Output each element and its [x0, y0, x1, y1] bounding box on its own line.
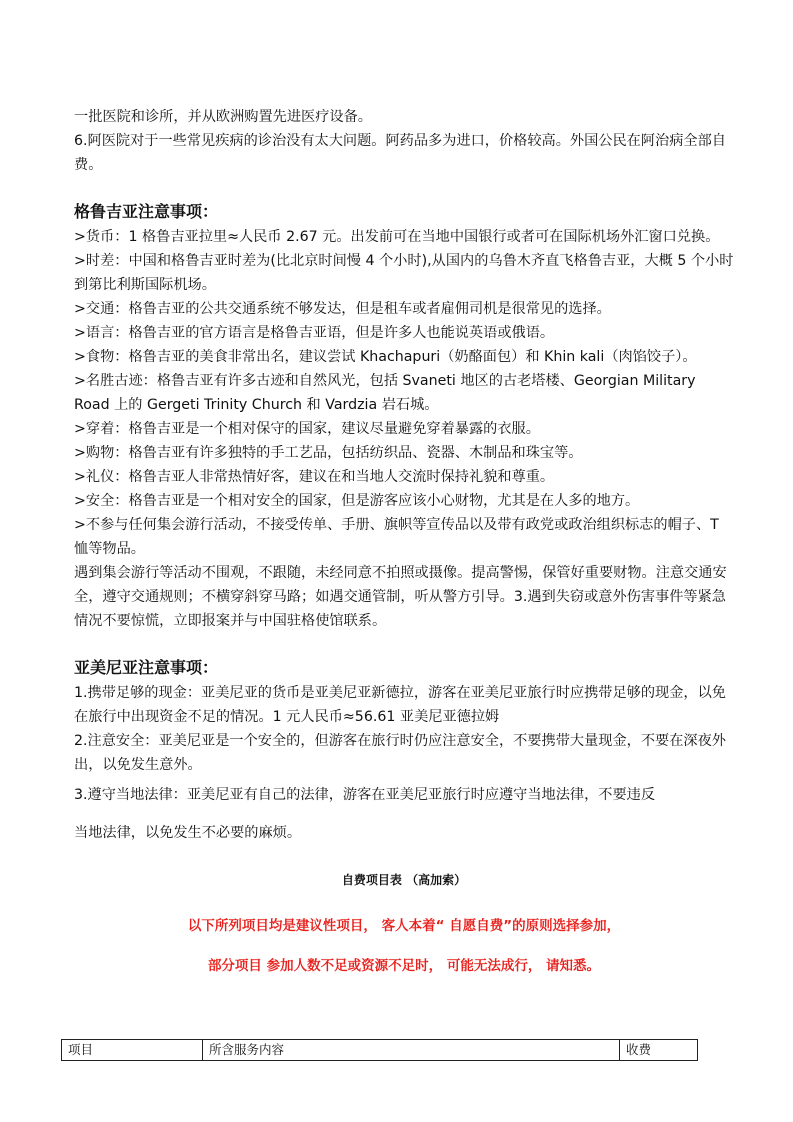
table-header-row	[62, 1040, 698, 1061]
table-header-cell: 项目	[62, 1040, 203, 1061]
georgia-item: >名胜古迹：格鲁吉亚有许多古迹和自然风光，包括 Svaneti 地区的古老塔楼、Georgian Military Road 上的 Gergeti Trinity Church 和 Vardzia 岩石城。	[74, 373, 696, 413]
notice-line-2: 部分项目 参加人数不足或资源不足时， 可能无法成行， 请知悉。	[207, 958, 601, 974]
georgia-item: >食物：格鲁吉亚的美食非常出名，建议尝试 Khachapuri（奶酪面包）和 Khin kali（肉馅饺子）。	[74, 349, 697, 365]
intro-item-6: 6.阿医院对于一些常见疾病的诊治没有太大问题。阿药品多为进口，价格较高。外国公民在阿治病全部自费。	[74, 133, 726, 173]
table-header-cell: 收费	[620, 1040, 698, 1061]
armenia-item: 当地法律，以免发生不必要的麻烦。	[74, 825, 302, 841]
georgia-item: >购物：格鲁吉亚有许多独特的手工艺品，包括纺织品、瓷器、木制品和珠宝等。	[74, 445, 583, 461]
armenia-item: 3.遵守当地法律：亚美尼亚有自己的法律，游客在亚美尼亚旅行时应遵守当地法律，不要违反	[74, 787, 656, 803]
georgia-item: >时差：中国和格鲁吉亚时差为(比北京时间慢 4 个小时),从国内的乌鲁木齐直飞格鲁吉亚，大概 5 个小时到第比利斯国际机场。	[74, 253, 734, 293]
georgia-item: >礼仪：格鲁吉亚人非常热情好客，建议在和当地人交流时保持礼貌和尊重。	[74, 469, 555, 485]
georgia-item: >语言：格鲁吉亚的官方语言是格鲁吉亚语，但是许多人也能说英语或俄语。	[74, 325, 555, 341]
georgia-item: >交通：格鲁吉亚的公共交通系统不够发达，但是租车或者雇佣司机是很常见的选择。	[74, 301, 611, 317]
document-body	[74, 105, 734, 977]
intro-line: 一批医院和诊所，并从欧洲购置先进医疗设备。	[74, 109, 372, 125]
georgia-item: >穿着：格鲁吉亚是一个相对保守的国家，建议尽量避免穿着暴露的衣服。	[74, 421, 540, 437]
armenia-item: 1.携带足够的现金：亚美尼亚的货币是亚美尼亚新德拉，游客在亚美尼亚旅行时应携带足够的现金，以免在旅行中出现资金不足的情况。1 元人民币≈56.61 亚美尼亚德拉姆	[74, 685, 726, 725]
georgia-heading: 格鲁吉亚注意事项：	[74, 202, 219, 221]
table-title: 自费项目表 （高加索）	[341, 873, 467, 887]
georgia-item: >安全：格鲁吉亚是一个相对安全的国家，但是游客应该小心财物，尤其是在人多的地方。	[74, 493, 640, 509]
georgia-item: >货币：1 格鲁吉亚拉里≈人民币 2.67 元。出发前可在当地中国银行或者可在国际机场外汇窗口兑换。	[74, 229, 720, 245]
georgia-item: 遇到集会游行等活动不围观，不跟随，未经同意不拍照或摄像。提高警惕，保管好重要财物。注意交通安全，遵守交通规则；不横穿斜穿马路；如遇交通管制，听从警方引导。3.遇到失窃或意外伤害事件等紧急情况不要惊慌，立即报案并与中国驻格使馆联系。	[74, 565, 727, 629]
notice-line-1: 以下所列项目均是建议性项目， 客人本着“ 自愿自费”的原则选择参加，	[187, 918, 621, 934]
armenia-item: 2.注意安全：亚美尼亚是一个安全的，但游客在旅行时仍应注意安全，不要携带大量现金，不要在深夜外出，以免发生意外。	[74, 733, 726, 773]
georgia-item: >不参与任何集会游行活动，不接受传单、手册、旗帜等宣传品以及带有政党或政治组织标志的帽子、T 恤等物品。	[74, 517, 719, 557]
self-pay-table	[61, 1039, 698, 1061]
armenia-heading: 亚美尼亚注意事项：	[74, 658, 219, 677]
table-header-cell: 所含服务内容	[203, 1040, 620, 1061]
